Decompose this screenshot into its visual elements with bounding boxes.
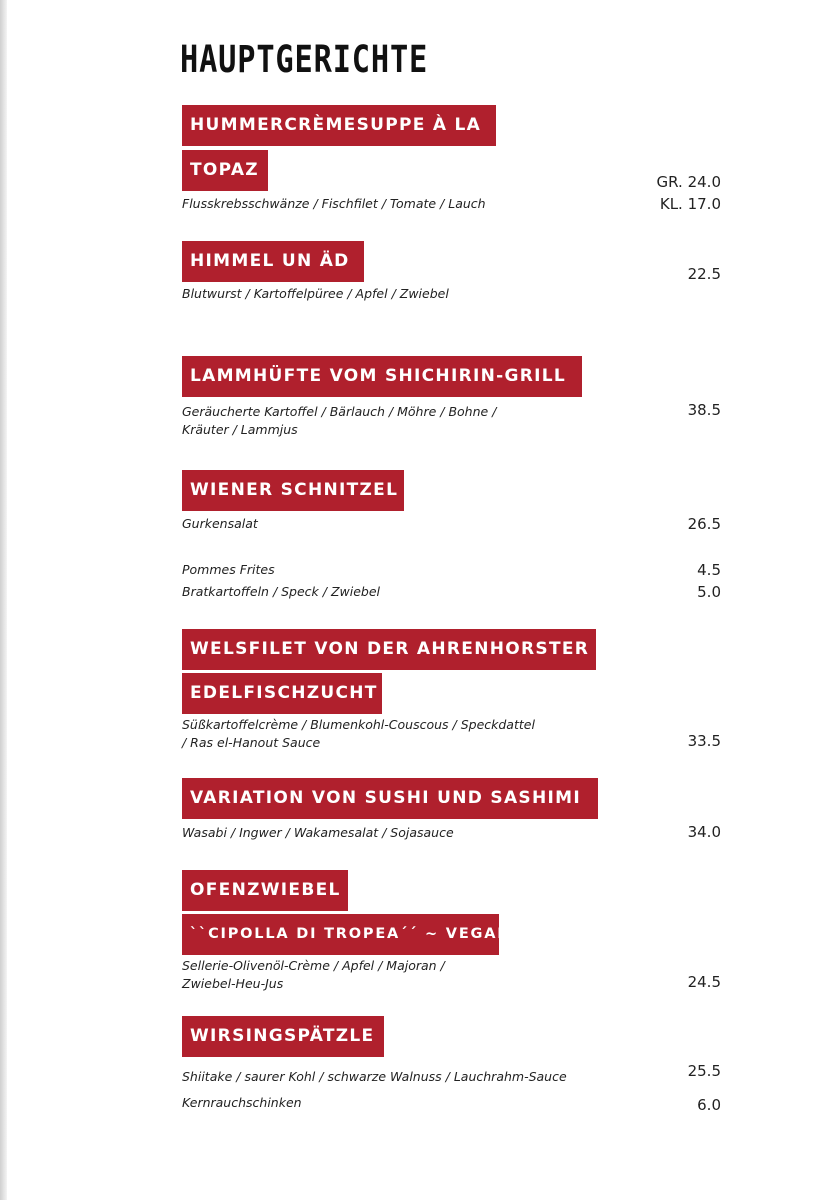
dish-description: Shiitake / saurer Kohl / schwarze Walnuss / Lauchrahm-Sauce — [182, 1069, 567, 1084]
dish-description-line-2: / Ras el-Hanout Sauce — [182, 735, 321, 750]
dish-description-line-1: Süßkartoffelcrème / Blumenkohl-Couscous / Speckdattel — [182, 717, 535, 732]
extra-side-name: Pommes Frites — [182, 562, 275, 577]
dish-description-line-2: Zwiebel-Heu-Jus — [182, 976, 284, 991]
dish-description: Wasabi / Ingwer / Wakamesalat / Sojasauce — [182, 825, 454, 840]
extra-side-name: Bratkartoffeln / Speck / Zwiebel — [182, 584, 381, 599]
dish-price: 26.5 — [687, 515, 721, 533]
dish-description-line-2: Kräuter / Lammjus — [182, 422, 298, 437]
page-edge-shadow — [0, 0, 7, 1200]
dish-name-band-continued: EDELFISCHZUCHT — [182, 673, 382, 714]
extra-side-name: Kernrauchschinken — [182, 1095, 302, 1110]
dish-name-band-continued: TOPAZ — [182, 150, 268, 191]
dish-name-band: VARIATION VON SUSHI UND SASHIMI — [182, 778, 598, 819]
dish-price: 24.5 — [687, 973, 721, 991]
dish-description-line-1: Sellerie-Olivenöl-Crème / Apfel / Majoran / — [182, 958, 445, 973]
extra-side-price: 6.0 — [697, 1096, 721, 1114]
dish-name-band: HIMMEL UN ÄD — [182, 241, 364, 282]
dish-price: 38.5 — [687, 401, 721, 419]
page-title: HAUPTGERICHTE — [180, 38, 429, 81]
dish-description: Flusskrebsschwänze / Fischfilet / Tomate / Lauch — [182, 196, 486, 211]
dish-name-band: LAMMHÜFTE VOM SHICHIRIN-GRILL — [182, 356, 582, 397]
dish-description: Blutwurst / Kartoffelpüree / Apfel / Zwiebel — [182, 286, 449, 301]
dish-price-large: GR. 24.0 — [656, 173, 721, 191]
dish-price-small: KL. 17.0 — [659, 195, 721, 213]
dish-price: 22.5 — [687, 265, 721, 283]
dish-description: Gurkensalat — [182, 516, 258, 531]
dish-description-line-1: Geräucherte Kartoffel / Bärlauch / Möhre / Bohne / — [182, 404, 497, 419]
dish-name-band: WIENER SCHNITZEL — [182, 470, 404, 511]
extra-side-price: 4.5 — [697, 561, 721, 579]
extra-side-price: 5.0 — [697, 583, 721, 601]
dish-name-band-continued: ``CIPOLLA DI TROPEA´´ ~ VEGAN — [182, 914, 499, 955]
dish-name-band: WIRSINGSPÄTZLE — [182, 1016, 384, 1057]
dish-price: 25.5 — [687, 1062, 721, 1080]
dish-price: 33.5 — [687, 732, 721, 750]
dish-name-band: HUMMERCRÈMESUPPE À LA — [182, 105, 496, 146]
dish-name-band: WELSFILET VON DER AHRENHORSTER — [182, 629, 596, 670]
dish-name-band: OFENZWIEBEL — [182, 870, 348, 911]
dish-price: 34.0 — [687, 823, 721, 841]
